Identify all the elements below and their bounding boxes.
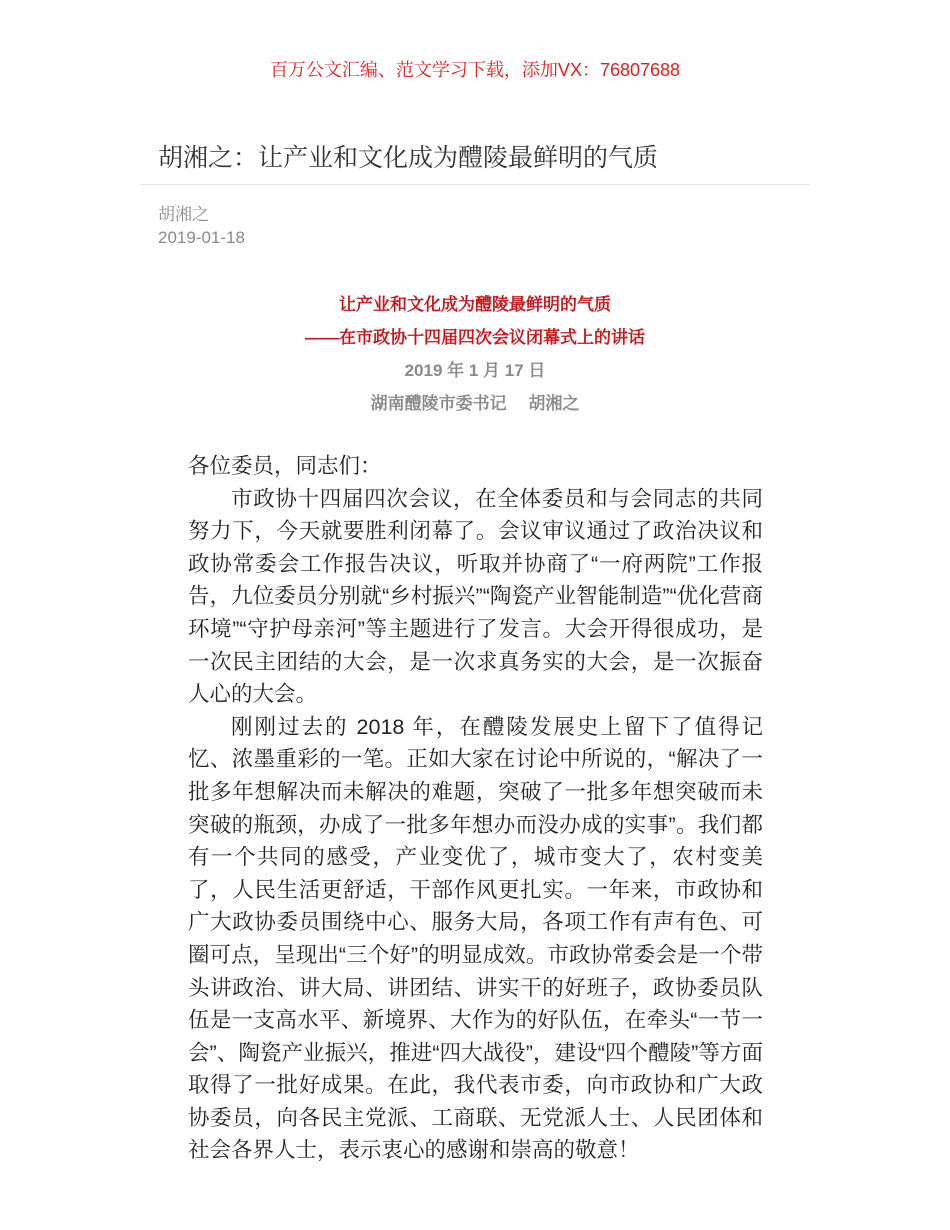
- article-title: 胡湘之：让产业和文化成为醴陵最鲜明的气质: [158, 144, 659, 172]
- paragraph: 市政协十四届四次会议，在全体委员和与会同志的共同努力下，今天就要胜利闭幕了。会议审议通过了政治决议和政协常委会工作报告决议，听取并协商了“一府两院”工作报告，九位委员分别就“乡村振兴”“陶瓷产业智能制造”“优化营商环境”“守护母亲河”等主题进行了发言。大会开得很成功，是一次民主团结的大会，是一次求真务实的大会，是一次振奋人心的大会。: [188, 486, 763, 707]
- author-name: 胡湘之: [158, 205, 209, 224]
- speech-subtitle: ——在市政协十四届四次会议闭幕式上的讲话: [305, 328, 645, 347]
- salutation: 各位委员，同志们：: [188, 454, 382, 478]
- speech-date: 2019 年 1 月 17 日: [404, 361, 546, 380]
- title-divider: [140, 184, 810, 185]
- speech-heading: [0, 288, 950, 420]
- speech-body: [188, 450, 763, 1167]
- publish-date: 2019-01-18: [158, 228, 245, 247]
- paragraph: 刚刚过去的 2018 年，在醴陵发展史上留下了值得记忆、浓墨重彩的一笔。正如大家在讨论中所说的，“解决了一批多年想解决而未解决的难题，突破了一批多年想突破而未突破的瓶颈，办成了一批多年想办而没办成的实事”。我们都有一个共同的感受，产业变优了，城市变大了，农村变美了，人民生活更舒适，干部作风更扎实。一年来，市政协和广大政协委员围绕中心、服务大局，各项工作有声有色、可圈可点，呈现出“三个好”的明显成效。市政协常委会是一个带头讲政治、讲大局、讲团结、讲实干的好班子，政协委员队伍是一支高水平、新境界、大作为的好队伍，在牵头“一节一会”、陶瓷产业振兴，推进“四大战役”，建设“四个醴陵”等方面取得了一批好成果。在此，我代表市委，向市政协和广大政协委员，向各民主党派、工商联、无党派人士、人民团体和社会各界人士，表示衷心的感谢和崇高的敬意！: [188, 714, 763, 1163]
- speech-speaker: 湖南醴陵市委书记 胡湘之: [370, 394, 580, 413]
- promo-banner: 百万公文汇编、范文学习下载，添加VX：76807688: [269, 60, 681, 80]
- speech-title: 让产业和文化成为醴陵最鲜明的气质: [339, 295, 611, 314]
- article-meta: [158, 203, 245, 249]
